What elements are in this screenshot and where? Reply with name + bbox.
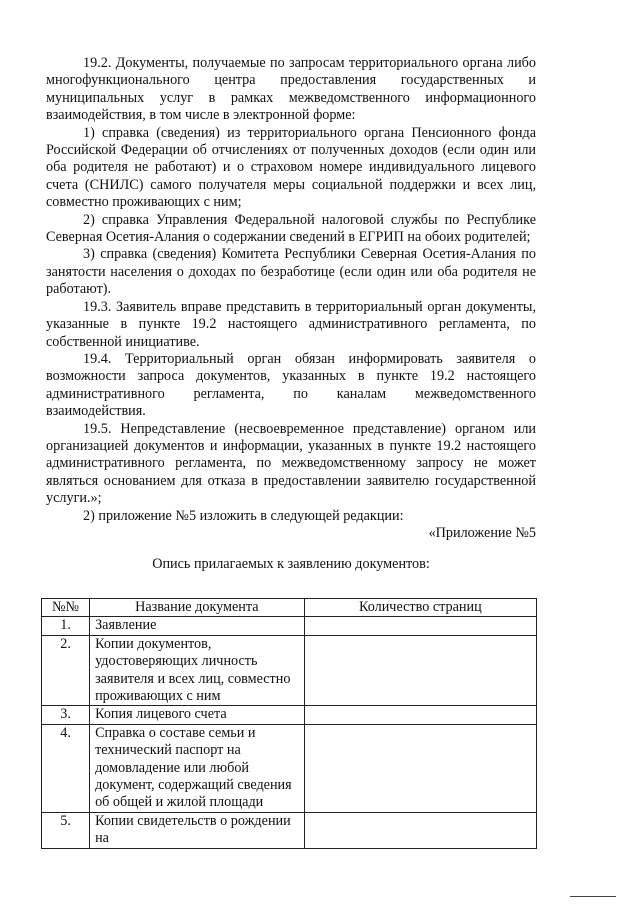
list-item-1: 1) справка (сведения) из территориального органа Пенсионного фонда Российской Федерации об отчислениях от полученных доходов (если один или оба родителя не работают) и о страховом номере индивидуального лицевого счета (СНИЛС) самого получателя меры социальной поддержки и всех лиц, совместно проживающих с ним;	[46, 124, 536, 211]
row-name: Копии документов, удостоверяющих личность заявителя и всех лиц, совместно проживающих с ним	[90, 635, 305, 706]
table-header-row	[42, 599, 537, 617]
header-name: Название документа	[90, 599, 305, 617]
table-row	[42, 812, 537, 848]
row-name: Копии свидетельств о рождении на	[90, 812, 305, 848]
document-body	[46, 55, 536, 588]
table-row	[42, 724, 537, 812]
table-row	[42, 617, 537, 635]
row-name: Заявление	[90, 617, 305, 635]
amendment-line: 2) приложение №5 изложить в следующей редакции:	[83, 507, 404, 524]
list-item-2: 2) справка Управления Федеральной налоговой службы по Республике Северная Осетия-Алания о содержании сведений в ЕГРИП на обоих родителей;	[46, 211, 536, 246]
table-row	[42, 635, 537, 706]
table-caption: Опись прилагаемых к заявлению документов:	[152, 556, 430, 573]
row-num: 5.	[42, 812, 90, 848]
row-pages	[304, 617, 536, 635]
paragraph-19-4: 19.4. Территориальный орган обязан информировать заявителя о возможности запроса документов, указанных в пункте 19.2 настоящего административного регламента, по каналам межведомственного взаимодействия.	[46, 350, 536, 420]
paragraph-19-2: 19.2. Документы, получаемые по запросам территориального органа либо многофункционального центра предоставления государственных и муниципальных услуг в рамках межведомственного информационного взаимодействия, в том числе в электронной форме:	[46, 55, 536, 124]
row-pages	[304, 706, 536, 724]
paragraph-19-3: 19.3. Заявитель вправе представить в территориальный орган документы, указанные в пункте 19.2 настоящего административного регламента, по собственной инициативе.	[46, 298, 536, 350]
table-row	[42, 706, 537, 724]
row-pages	[304, 635, 536, 706]
row-num: 1.	[42, 617, 90, 635]
row-num: 3.	[42, 706, 90, 724]
row-num: 2.	[42, 635, 90, 706]
documents-table	[41, 598, 537, 849]
list-item-3: 3) справка (сведения) Комитета Республики Северная Осетия-Алания по занятости населения о доходах по безработице (если один или оба родителя не работают).	[46, 246, 536, 298]
row-pages	[304, 724, 536, 812]
row-num: 4.	[42, 724, 90, 812]
row-name: Справка о составе семьи и технический паспорт на домовладение или любой документ, содержащий сведения об общей и жилой площади	[90, 724, 305, 812]
corner-line	[570, 896, 616, 897]
paragraph-19-5: 19.5. Непредставление (несвоевременное представление) органом или организацией документов и информации, указанных в пункте 19.2 настоящего административного регламента, по межведомственному запросу не может являться основанием для отказа в предоставлении заявителю государственной услуги.»;	[46, 420, 536, 507]
header-num: №№	[42, 599, 90, 617]
header-pages: Количество страниц	[304, 599, 536, 617]
row-name: Копия лицевого счета	[90, 706, 305, 724]
appendix-label: «Приложение №5	[428, 524, 536, 541]
row-pages	[304, 812, 536, 848]
